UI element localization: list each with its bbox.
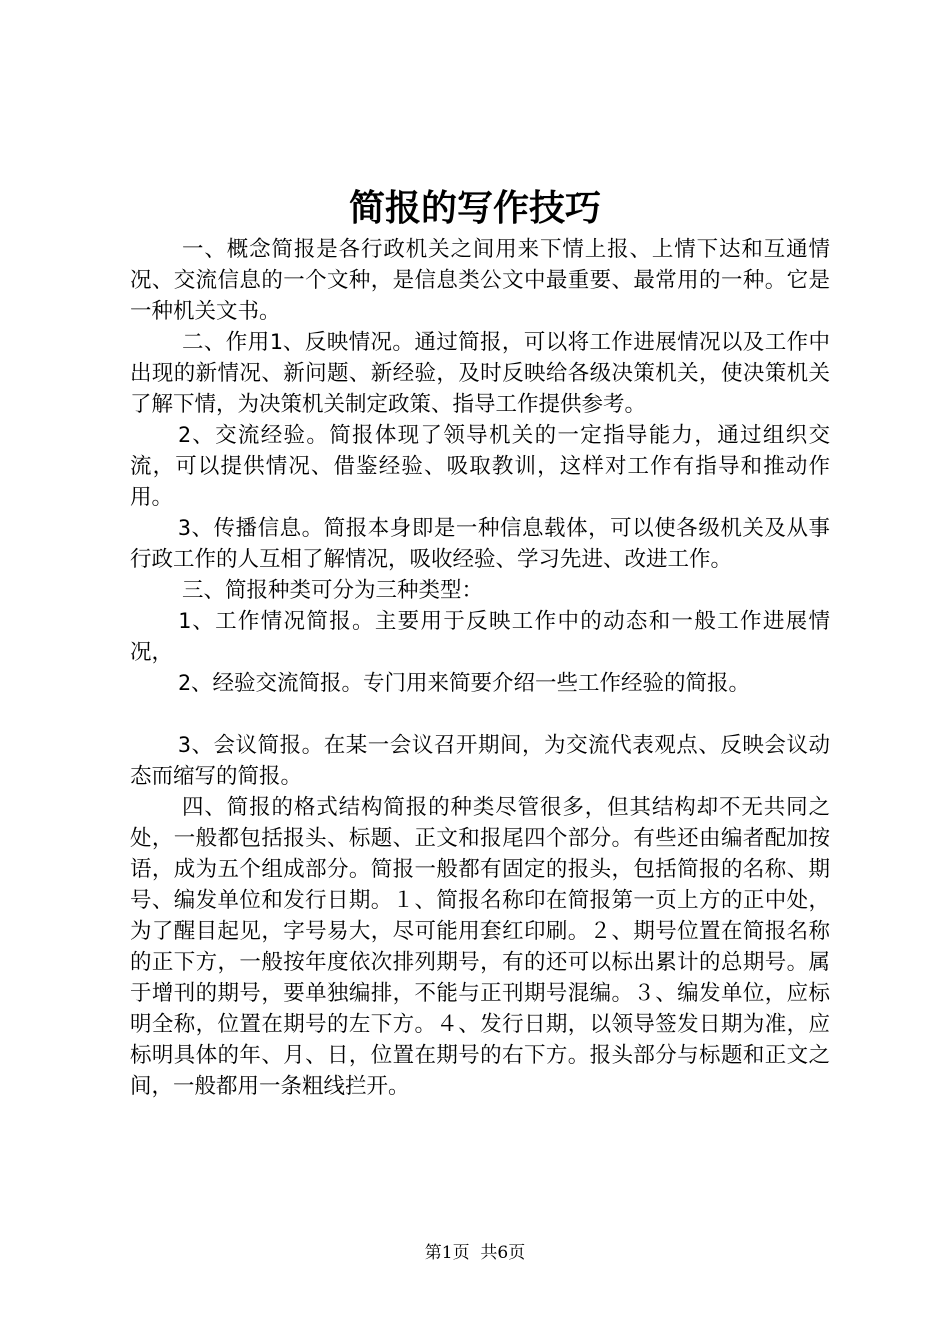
document-title: 简报的写作技巧 — [348, 187, 601, 229]
document-body — [130, 234, 830, 1102]
paragraph-type-work: 1、工作情况简报。主要用于反映工作中的动态和一般工作进展情况， — [130, 609, 830, 665]
page-number: 第1页 — [424, 1243, 470, 1263]
paragraph-type-experience: 2、经验交流简报。专门用来简要介绍一些工作经验的简报。 — [178, 671, 750, 696]
paragraph-function-spread: 3、传播信息。简报本身即是一种信息载体，可以使各级机关及从事行政工作的人互相了解情况，吸收经验、学习先进、改进工作。 — [130, 516, 830, 572]
paragraph-type-meeting: 3、会议简报。在某一会议召开期间，为交流代表观点、反映会议动态而缩写的简报。 — [130, 733, 830, 789]
page-footer — [0, 1241, 950, 1265]
paragraph-concept: 一、概念简报是各行政机关之间用来下情上报、上情下达和互通情况、交流信息的一个文种，是信息类公文中最重要、最常用的一种。它是一种机关文书。 — [130, 237, 830, 324]
page-total: 共6页 — [480, 1243, 526, 1263]
paragraph-function-report: 二、作用1、反映情况。通过简报，可以将工作进展情况以及工作中出现的新情况、新问题、新经验，及时反映给各级决策机关，使决策机关了解下情，为决策机关制定政策、指导工作提供参考。 — [130, 330, 830, 417]
paragraph-format-structure: 四、简报的格式结构简报的种类尽管很多，但其结构却不无共同之处，一般都包括报头、标题、正文和报尾四个部分。有些还由编者配加按语，成为五个组成部分。简报一般都有固定的报头，包括简报的名称、期号、编发单位和发行日期。１、简报名称印在简报第一页上方的正中处，为了醒目起见，字号易大，尽可能用套红印刷。２、期号位置在简报名称的正下方，一般按年度依次排列期号，有的还可以标出累计的总期号。属于增刊的期号，要单独编排，不能与正刊期号混编。３、编发单位，应标明全称，位置在期号的左下方。４、发行日期，以领导签发日期为准，应标明具体的年、月、日，位置在期号的右下方。报头部分与标题和正文之间，一般都用一条粗线拦开。 — [130, 795, 830, 1099]
paragraph-function-exchange: 2、交流经验。简报体现了领导机关的一定指导能力，通过组织交流，可以提供情况、借鉴经验、吸取教训，这样对工作有指导和推动作用。 — [130, 423, 830, 510]
paragraph-types-heading: 三、简报种类可分为三种类型： — [182, 578, 484, 603]
